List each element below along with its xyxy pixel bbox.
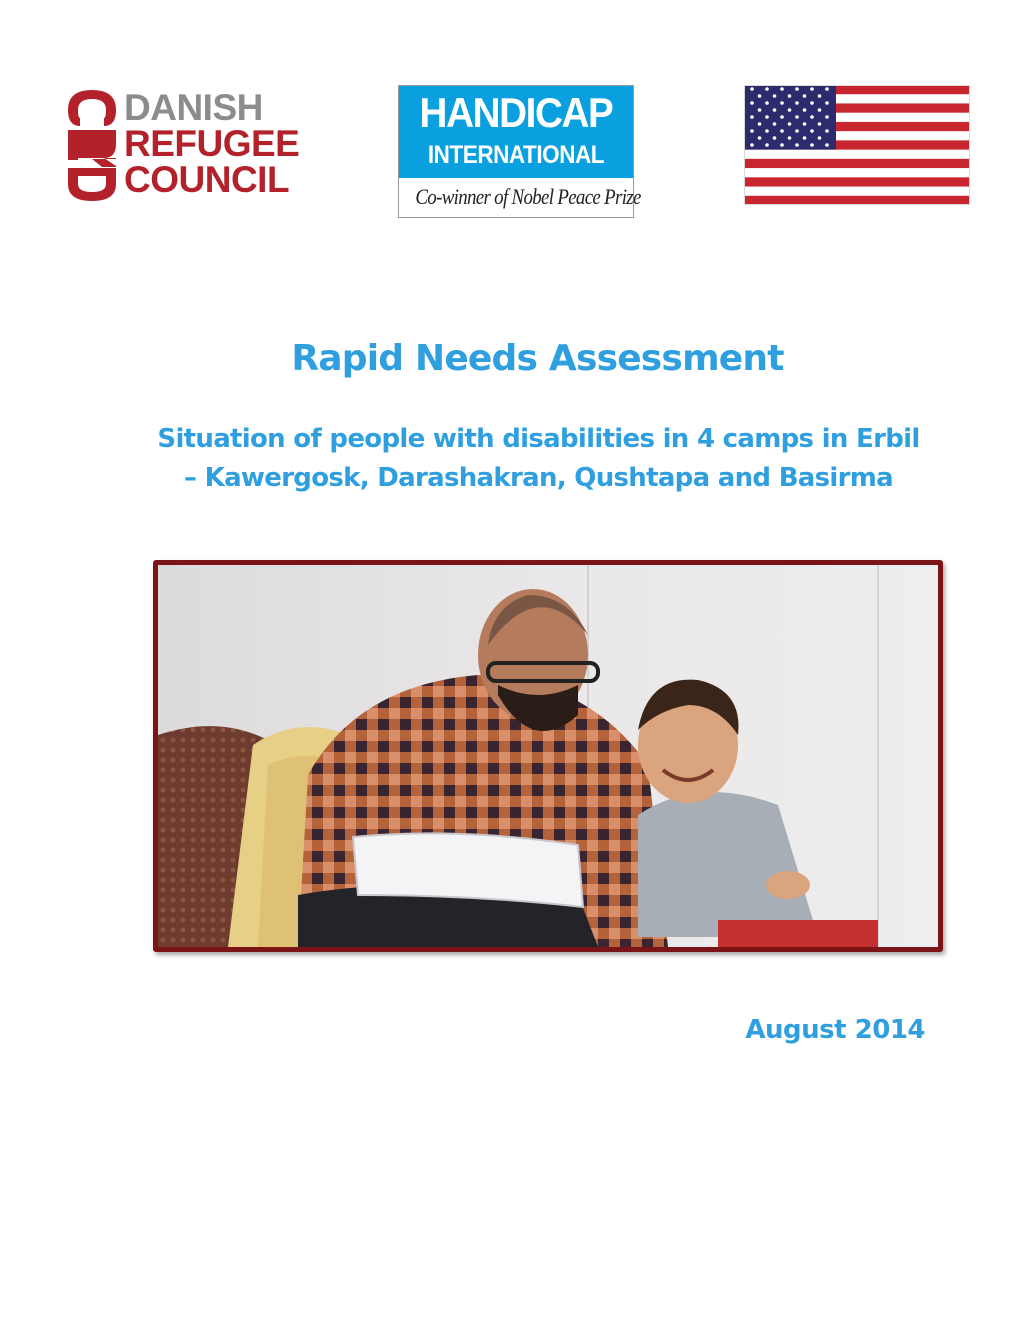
hi-logo-banner <box>399 86 633 178</box>
hi-logo-subtitle: INTERNATIONAL <box>427 141 605 169</box>
hi-logo-tagline: Co-winner of Nobel Peace Prize <box>415 184 641 209</box>
handicap-international-logo <box>398 85 641 218</box>
page-subtitle <box>140 420 937 498</box>
page-title: Rapid Needs Assessment <box>291 338 784 379</box>
cover-photo-image <box>158 565 938 947</box>
drc-logo <box>66 88 306 204</box>
drc-line-council: COUNCIL <box>124 159 290 200</box>
drc-line-refugee: REFUGEE <box>124 123 300 164</box>
drc-initials-mark <box>66 88 118 204</box>
hi-logo-title: HANDICAP <box>419 89 613 136</box>
drc-line-danish: DANISH <box>124 87 263 128</box>
cover-photo <box>153 560 943 952</box>
subtitle-line-1: Situation of people with disabilities in 4 camps in Erbil <box>157 424 920 454</box>
subtitle-line-2: – Kawergosk, Darashakran, Qushtapa and Basirma <box>183 463 894 493</box>
us-flag-icon <box>744 85 970 205</box>
report-date: August 2014 <box>745 1015 925 1045</box>
